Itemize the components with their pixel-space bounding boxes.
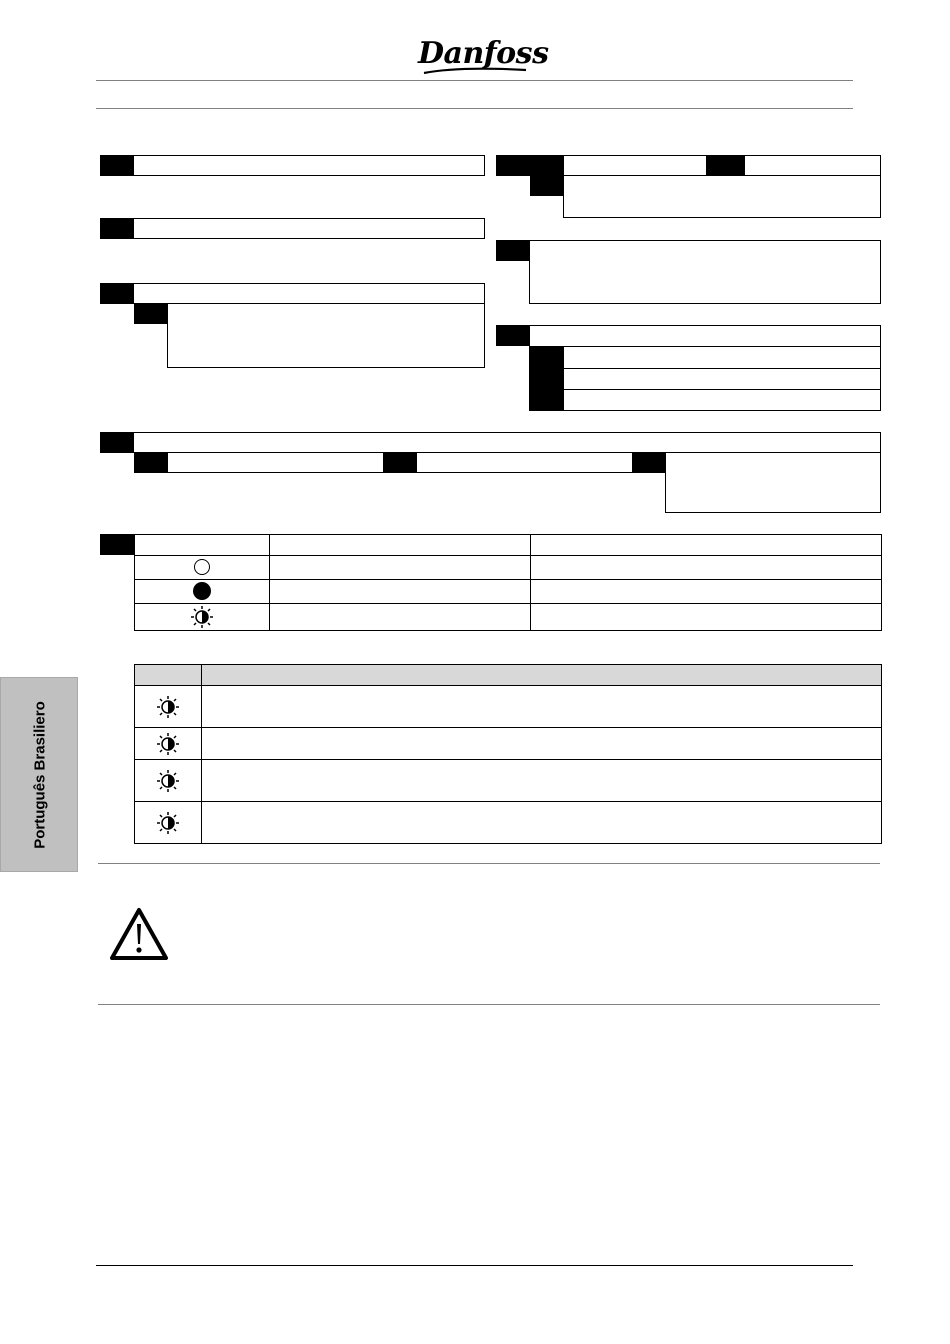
flash-table-row — [135, 802, 882, 844]
field-box-4-sub — [563, 175, 881, 218]
led-table-cell — [135, 556, 270, 580]
led-table-row — [135, 556, 882, 580]
field-tag-7 — [100, 432, 134, 453]
logo-swash — [420, 66, 530, 76]
flash-table-row — [135, 760, 882, 802]
led-table-cell — [270, 604, 531, 631]
field-tag-4-sub — [530, 175, 564, 196]
field-box-6-rule-2 — [529, 368, 881, 369]
flash-table-cell — [202, 728, 882, 760]
flash-table-row — [135, 686, 882, 728]
field-box-7c — [665, 452, 881, 513]
field-tag-6a — [530, 347, 564, 368]
danfoss-logo: Danfoss — [418, 36, 549, 71]
led-on-icon — [193, 582, 211, 600]
warning-triangle-icon — [108, 906, 170, 962]
led-status-table — [134, 534, 882, 631]
led-table-cell — [135, 604, 270, 631]
field-box-3-sub — [167, 303, 485, 368]
led-flashing-icon — [189, 604, 215, 630]
led-table-cell — [270, 556, 531, 580]
field-box-1 — [100, 155, 485, 176]
flash-table-cell — [202, 802, 882, 844]
led-table-tag — [100, 534, 134, 555]
flashing-led-table — [134, 664, 882, 844]
field-tag-6b — [530, 369, 564, 389]
warning-rule-bottom — [98, 1004, 880, 1005]
field-tag-3-sub — [134, 303, 168, 324]
led-table-cell — [531, 604, 882, 631]
field-tag-3 — [100, 283, 134, 304]
flash-table-header-cell — [135, 665, 202, 686]
flash-table-row — [135, 728, 882, 760]
field-tag-4c — [706, 155, 745, 176]
field-tag-7b — [383, 452, 417, 473]
field-tag-7c — [632, 452, 666, 473]
flash-table-cell — [135, 728, 202, 760]
header-rule-bottom — [96, 108, 853, 109]
led-flashing-icon — [155, 731, 181, 757]
led-table-cell — [135, 580, 270, 604]
field-box-6-rule-3 — [529, 389, 881, 390]
field-tag-5 — [496, 240, 530, 261]
led-table-cell — [270, 580, 531, 604]
flash-table-cell — [202, 686, 882, 728]
warning-rule-top — [98, 863, 880, 864]
field-tag-2 — [100, 218, 134, 239]
led-table-header-row — [135, 535, 882, 556]
flash-table-cell — [135, 686, 202, 728]
field-box-2 — [100, 218, 485, 239]
field-tag-6 — [496, 325, 530, 346]
led-table-row — [135, 580, 882, 604]
field-tag-1 — [100, 155, 134, 176]
led-table-cell — [135, 535, 270, 556]
field-box-7a — [134, 452, 384, 473]
field-tag-4b — [530, 155, 564, 176]
flash-table-cell — [135, 760, 202, 802]
header-rule-top — [96, 80, 853, 81]
field-tag-7a — [134, 452, 168, 473]
led-flashing-icon — [155, 810, 181, 836]
field-box-7b — [383, 452, 633, 473]
led-table-cell — [531, 556, 882, 580]
led-table-row — [135, 604, 882, 631]
led-flashing-icon — [155, 694, 181, 720]
flash-table-header-row — [135, 665, 882, 686]
led-off-icon — [194, 559, 210, 575]
flash-table-cell — [135, 802, 202, 844]
footer-rule — [96, 1265, 853, 1266]
flash-table-cell — [202, 760, 882, 802]
language-label: Português Brasiliero — [31, 701, 49, 849]
field-box-3 — [100, 283, 485, 304]
led-table-cell — [270, 535, 531, 556]
field-box-6-rule-1 — [529, 346, 881, 347]
field-box-5 — [529, 240, 881, 304]
led-table-cell — [531, 535, 882, 556]
led-flashing-icon — [155, 768, 181, 794]
led-table-cell — [531, 580, 882, 604]
flash-table-header-cell — [202, 665, 882, 686]
language-side-tab — [0, 677, 78, 872]
field-tag-4a — [496, 155, 530, 176]
field-box-7 — [100, 432, 881, 453]
field-tag-6c — [530, 390, 564, 411]
